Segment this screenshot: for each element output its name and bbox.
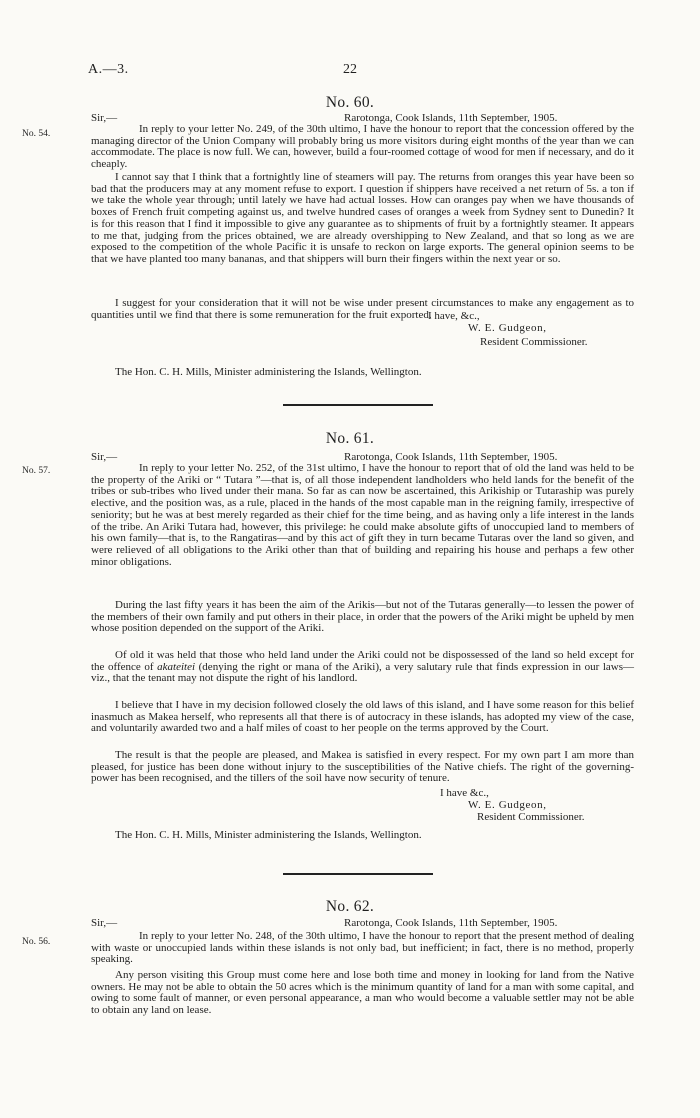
letter-paragraph: I cannot say that I think that a fortnightly line of steamers will pay. The returns from oranges this year have been so bad that the producers may at any moment refuse to export. I question if shippers have received a net return of 5s. a ton if we take the whole year through; until lately we have had actual losses. How can oranges pay when we have thousands of boxes of French fruit competing against us, and twelve hundred cases of oranges a week from Sydney sent to Dunedin? It is for this reason that I find it impossible to give any guarantee as to shipments of fruit by a fortnightly steamer. It appears to me that, judging from the prices obtained, we are already overshipping to New Zealand, and that so long as we are exposed to the competition of the whole Pacific it is unsafe to reckon on large exports. The general opinion seems to be that we have planted too many bananas, and that shippers will burn their fingers within the next year or so. bbox=[91, 171, 634, 265]
signatory-title: Resident Commissioner. bbox=[480, 336, 588, 348]
letter-heading: No. 62. bbox=[325, 898, 375, 915]
letter-paragraph: In reply to your letter No. 252, of the 31st ultimo, I have the honour to report that of old the land was held to be the property of the Ariki or “ Tutara ”—that is, of all those independent landholders who held lands for the benefit of the tribes or sub-tribes who lived under their mana. So far as can now be ascertained, this Arikiship or Tutaraship was purely elective, and the position was, as a rule, placed in the hands of the most capable man in the reigning family, irrespective of seniority; but he was at best merely regarded as their chief for the time being, and as having only a life interest in the lands of the tribe. An Ariki Tutara had, however, this privilege: he could make absolute gifts of unoccupied land to members of his own family—that is, to the Rangatiras—and by this act of gift they in turn became Tutaras over the land so given, and were relieved of all obligations to the Ariki other than that of building and repairing his house and perhaps a few other minor obligations. bbox=[91, 462, 634, 568]
letter-heading: No. 60. bbox=[325, 94, 375, 111]
native-term: akateitei bbox=[157, 660, 196, 673]
paragraph-text: Of old it was held that those who held land under the Ariki could not be dispossessed of the land so held except for the offence of bbox=[91, 649, 634, 673]
margin-note: No. 57. bbox=[22, 466, 51, 476]
series-reference: A.—3. bbox=[88, 62, 129, 77]
addressee: The Hon. C. H. Mills, Minister administering the Islands, Wellington. bbox=[115, 366, 422, 378]
margin-note: No. 56. bbox=[22, 937, 51, 947]
dateline: Rarotonga, Cook Islands, 11th September, 1905. bbox=[344, 451, 558, 463]
letter-paragraph: I suggest for your consideration that it will not be wise under present circumstances to make any engagement as to quantities until we find that there is some remuneration for the fruit exported. bbox=[91, 297, 634, 321]
closing: I have, &c., bbox=[428, 310, 480, 322]
letter-paragraph bbox=[91, 650, 634, 685]
salutation: Sir,— bbox=[91, 112, 118, 124]
addressee: The Hon. C. H. Mills, Minister administering the Islands, Wellington. bbox=[115, 829, 422, 841]
letter-paragraph: The result is that the people are pleased, and Makea is satisfied in every respect. For my own part I am more than pleased, for justice has been done without injury to the susceptibilities of the Native chiefs. The right of the governing-power has been recognised, and the tillers of the soil have now security of tenure. bbox=[91, 749, 634, 785]
paragraph-text: (denying the right or mana of the Ariki), a very salutary rule that finds expression in our laws—viz., that the tenant may not dispute the right of his landlord. bbox=[91, 660, 634, 685]
letter-paragraph: Any person visiting this Group must come here and lose both time and money in looking for land from the Native owners. He may not be able to obtain the 50 acres which is the minimum quantity of land for a man with some capital, and owing to some fault of manner, or even personal appearance, a man who would become a valuable settler may not be able to obtain any land on lease. bbox=[91, 969, 634, 1017]
letter-heading: No. 61. bbox=[325, 430, 375, 447]
dateline: Rarotonga, Cook Islands, 11th September, 1905. bbox=[344, 917, 558, 929]
signature: W. E. Gudgeon, bbox=[468, 322, 547, 334]
letter-paragraph: During the last fifty years it has been the aim of the Arikis—but not of the Tutaras generally—to lessen the power of the members of their own family and put others in their place, in order that the powers of the Ariki might be upheld by men whose position depended on the support of the Ariki. bbox=[91, 599, 634, 635]
signatory-title: Resident Commissioner. bbox=[477, 811, 585, 823]
letter-paragraph: In reply to your letter No. 249, of the 30th ultimo, I have the honour to report that the concession offered by the managing director of the Union Company will probably bring us more visitors during eight months of the year than we can accommodate. The place is now full. We can, however, build a four-roomed cottage of wood for men if necessary, and do it cheaply. bbox=[91, 123, 634, 171]
section-divider bbox=[283, 404, 433, 406]
salutation: Sir,— bbox=[91, 917, 118, 929]
dateline: Rarotonga, Cook Islands, 11th September, 1905. bbox=[344, 112, 558, 124]
section-divider bbox=[283, 873, 433, 875]
page-number: 22 bbox=[343, 62, 357, 77]
signature: W. E. Gudgeon, bbox=[468, 799, 547, 811]
letter-paragraph: In reply to your letter No. 248, of the 30th ultimo, I have the honour to report that the present method of dealing with waste or unoccupied lands within these islands is not only bad, but inefficient; in fact, there is no method, properly speaking. bbox=[91, 930, 634, 966]
margin-note: No. 54. bbox=[22, 129, 51, 139]
letter-paragraph: I believe that I have in my decision followed closely the old laws of this island, and I have some reason for this belief inasmuch as Makea herself, who represents all that there is of autocracy in these islands, has adopted my view of the case, and voluntarily awarded two and a half miles of coast to her people on the terms approved by the Court. bbox=[91, 699, 634, 735]
salutation: Sir,— bbox=[91, 451, 118, 463]
closing: I have &c., bbox=[440, 787, 489, 799]
